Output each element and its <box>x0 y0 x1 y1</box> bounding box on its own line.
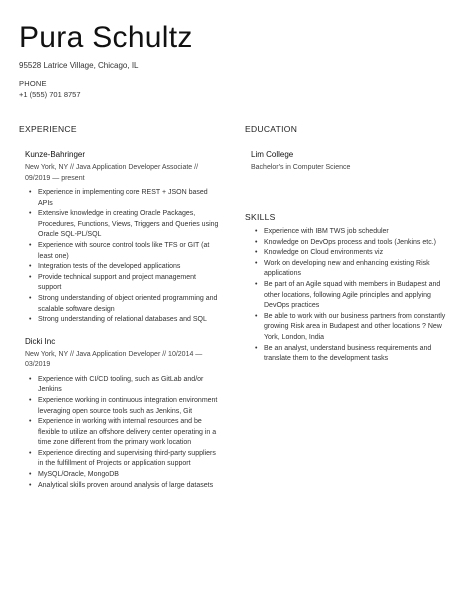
phone-value: +1 (555) 701 8757 <box>19 90 81 99</box>
job-bullets <box>19 188 219 326</box>
resume-header <box>19 20 459 100</box>
skills-list <box>245 227 455 365</box>
education-skills-column <box>245 124 455 365</box>
job-bullet: • Experience with source control tools like TFS or GIT (at least one) <box>27 241 219 262</box>
job-bullet: • Strong understanding of relational databases and SQL <box>27 315 219 326</box>
candidate-address: 95528 Latrice Village, Chicago, IL <box>19 61 139 70</box>
job-meta: New York, NY // Java Application Developer // 10/2014 — 03/2019 <box>25 350 203 369</box>
experience-section-title: EXPERIENCE <box>19 124 77 134</box>
skill-item: • Knowledge on DevOps process and tools (Jenkins etc.) <box>253 238 455 249</box>
job-bullets <box>19 375 219 492</box>
skills-section-title: SKILLS <box>245 212 276 222</box>
education-section-title: EDUCATION <box>245 124 298 134</box>
job-entry <box>19 336 219 492</box>
skill-item: • Be part of an Agile squad with members in Budapest and other locations, following Agile principles and applying DevOps practices <box>253 280 455 312</box>
skill-item: • Knowledge on Cloud environments viz <box>253 248 455 259</box>
job-bullet: • Provide technical support and project management support <box>27 273 219 294</box>
job-bullet: • Experience working in continuous integration environment leveraging open source tools such as Jenkins, Git <box>27 396 219 417</box>
job-bullet: • Experience directing and supervising third-party suppliers in the fulfillment of Projects or application support <box>27 449 219 470</box>
phone-label: PHONE <box>19 79 47 88</box>
job-bullet: • Experience in implementing core REST + JSON based APIs <box>27 188 219 209</box>
skill-item: • Work on developing new and enhancing existing Risk applications <box>253 259 455 280</box>
job-bullet: • Integration tests of the developed applications <box>27 262 219 273</box>
job-bullet: • Experience in working with internal resources and be flexible to utilize an offshore delivery center operating in a time zone different from the primary work location <box>27 417 219 449</box>
job-bullet: • Strong understanding of object oriented programming and scalable software design <box>27 294 219 315</box>
job-bullet: • MySQL/Oracle, MongoDB <box>27 470 219 481</box>
experience-column <box>19 124 219 491</box>
job-company: Dicki Inc <box>25 336 56 346</box>
skill-item: • Experience with IBM TWS job scheduler <box>253 227 455 238</box>
skill-item: • Be an analyst, understand business requirements and translate them to the development tasks <box>253 344 455 365</box>
job-company: Kunze-Bahringer <box>25 150 86 159</box>
job-entry <box>19 149 219 326</box>
job-meta: New York, NY // Java Application Developer Associate // 09/2019 — present <box>25 164 199 182</box>
education-degree: Bachelor's in Computer Science <box>251 164 351 171</box>
candidate-name: Pura Schultz <box>19 21 193 54</box>
education-entry <box>245 149 455 173</box>
job-bullet: • Extensive knowledge in creating Oracle Packages, Procedures, Functions, Views, Triggers and Queries using Oracle SQL-PL/SQL <box>27 209 219 241</box>
job-bullet: • Analytical skills proven around analysis of large datasets <box>27 481 219 492</box>
education-school: Lim College <box>251 150 294 159</box>
skill-item: • Be able to work with our business partners from constantly growing Risk area in Budapest and other locations ? New York, London, India <box>253 312 455 344</box>
job-bullet: • Experience with CI/CD tooling, such as GitLab and/or Jenkins <box>27 375 219 396</box>
